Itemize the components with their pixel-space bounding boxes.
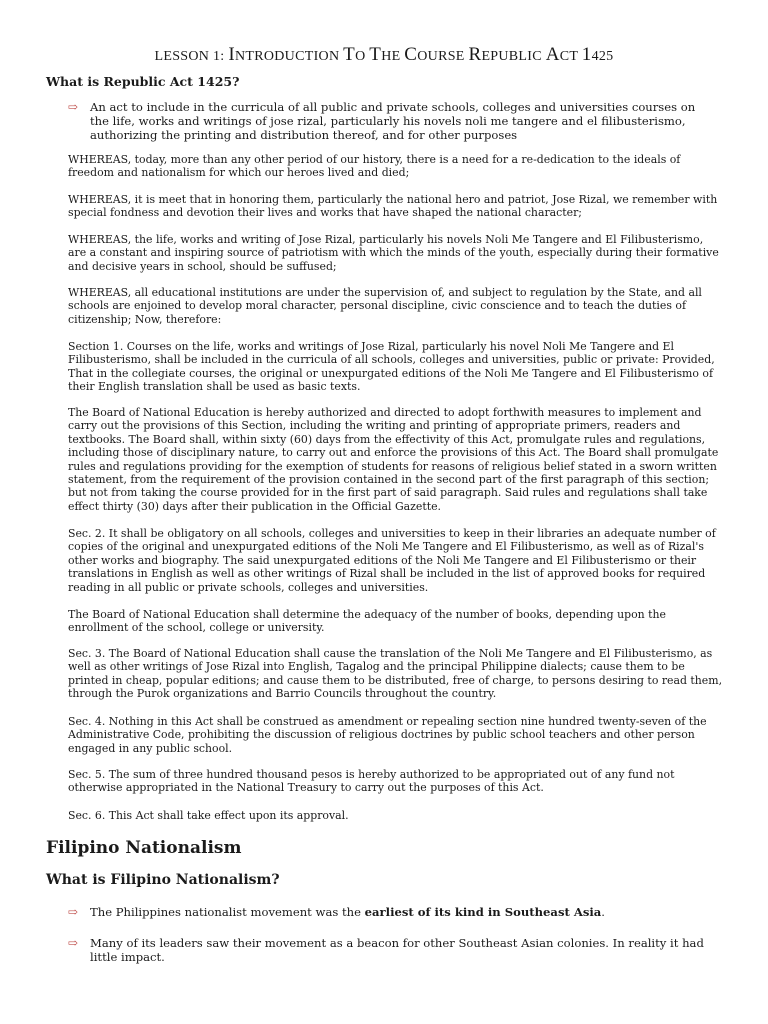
paragraph: WHEREAS, it is meet that in honoring them, particularly the national hero and patriot, Jose Rizal, we remember with special fondness and devotion their lives and works that have shaped the national character; [68,193,718,220]
heading-what-is-nationalism: What is Filipino Nationalism? [46,872,280,888]
lesson-title [0,44,768,66]
lesson-title-main: INTRODUCTION TO THE COURSE REPUBLIC ACT 1425 [228,44,614,65]
arrow-bullet-icon: ⇨ [68,936,79,950]
paragraph: Sec. 6. This Act shall take effect upon its approval. [68,809,349,822]
bullet-item [68,905,724,919]
bullet-text [90,905,724,919]
paragraph: WHEREAS, the life, works and writing of Jose Rizal, particularly his novels Noli Me Tangere and El Filibusterismo, are a constant and inspiring source of patriotism with which the minds of the youth, especially during their formative and decisive years in school, should be suffused; [68,233,719,273]
arrow-bullet-icon: ⇨ [68,100,79,114]
arrow-bullet-icon: ⇨ [68,905,79,919]
bullet-text: Many of its leaders saw their movement as a beacon for other Southeast Asian colonies. In reality it had little impact. [90,936,704,964]
paragraph: The Board of National Education shall determine the adequacy of the number of books, depending upon the enrollment of the school, college or university. [68,608,666,635]
lesson-title-prefix: LESSON 1: [154,49,225,64]
bullet-item [68,936,724,964]
paragraph: Sec. 5. The sum of three hundred thousand pesos is hereby authorized to be appropriated out of any fund not otherwise appropriated in the National Treasury to carry out the purposes of this Act. [68,768,675,795]
heading-filipino-nationalism: Filipino Nationalism [46,838,242,858]
paragraph: WHEREAS, all educational institutions are under the supervision of, and subject to regulation by the State, and all schools are enjoined to develop moral character, personal discipline, civic conscience and to teach the duties of citizenship; Now, therefore: [68,286,702,326]
paragraph: Sec. 4. Nothing in this Act shall be construed as amendment or repealing section nine hundred twenty-seven of the Administrative Code, prohibiting the discussion of religious doctrines by public school teachers and other person engaged in any public school. [68,715,707,755]
paragraph: The Board of National Education is hereby authorized and directed to adopt forthwith measures to implement and carry out the provisions of this Section, including the writing and printing of appropriate primers, readers and textbooks. The Board shall, within sixty (60) days from the effectivity of this Act, promulgate rules and regulations, including those of disciplinary nature, to carry out and enforce the provisions of this Act. The Board shall promulgate rules and regulations providing for the exemption of students for reasons of religious belief stated in a sworn written statement, from the requirement of the provision contained in the second part of the first paragraph of this section; but not from taking the course provided for in the first part of said paragraph. Said rules and regulations shall take effect thirty (30) days after their publication in the Official Gazette. [68,406,719,513]
bullet-text: An act to include in the curricula of all public and private schools, colleges and universities courses on the life, works and writings of jose rizal, particularly his novels noli me tangere and el filibusterismo, authorizing the printing and distribution thereof, and for other purposes [90,100,696,142]
bullet-text-pre: The Philippines nationalist movement was the [90,905,365,919]
paragraph: Sec. 3. The Board of National Education shall cause the translation of the Noli Me Tangere and El Filibusterismo, as well as other writings of Jose Rizal into English, Tagalog and the principal Philippine dialects; cause them to be printed in cheap, popular editions; and cause them to be distributed, free of charge, to persons desiring to read them, through the Purok organizations and Barrio Councils throughout the country. [68,647,723,701]
paragraph: WHEREAS, today, more than any other period of our history, there is a need for a re-dedication to the ideals of freedom and nationalism for which our heroes lived and died; [68,153,681,180]
paragraph: Sec. 2. It shall be obligatory on all schools, colleges and universities to keep in their libraries an adequate number of copies of the original and unexpurgated editions of the Noli Me Tangere and El Filibusterismo, as well as of Rizal's other works and biography. The said unexpurgated editions of the Noli Me Tangere and El Filibusterismo or their translations in English as well as other writings of Rizal shall be included in the list of approved books for required reading in all public or private schools, colleges and universities. [68,527,716,594]
bullet-text-post: . [601,905,605,919]
section-question: What is Republic Act 1425? [46,74,240,89]
bullet-item [68,100,716,142]
bullet-text-bold: earliest of its kind in Southeast Asia [364,905,602,919]
paragraph: Section 1. Courses on the life, works and writings of Jose Rizal, particularly his novel Noli Me Tangere and El Filibusterismo, shall be included in the curricula of all schools, colleges and universities, public or private: Provided, That in the collegiate courses, the original or unexpurgated editions of the Noli Me Tangere and El Filibusterismo of their English translation shall be used as basic texts. [68,340,715,394]
